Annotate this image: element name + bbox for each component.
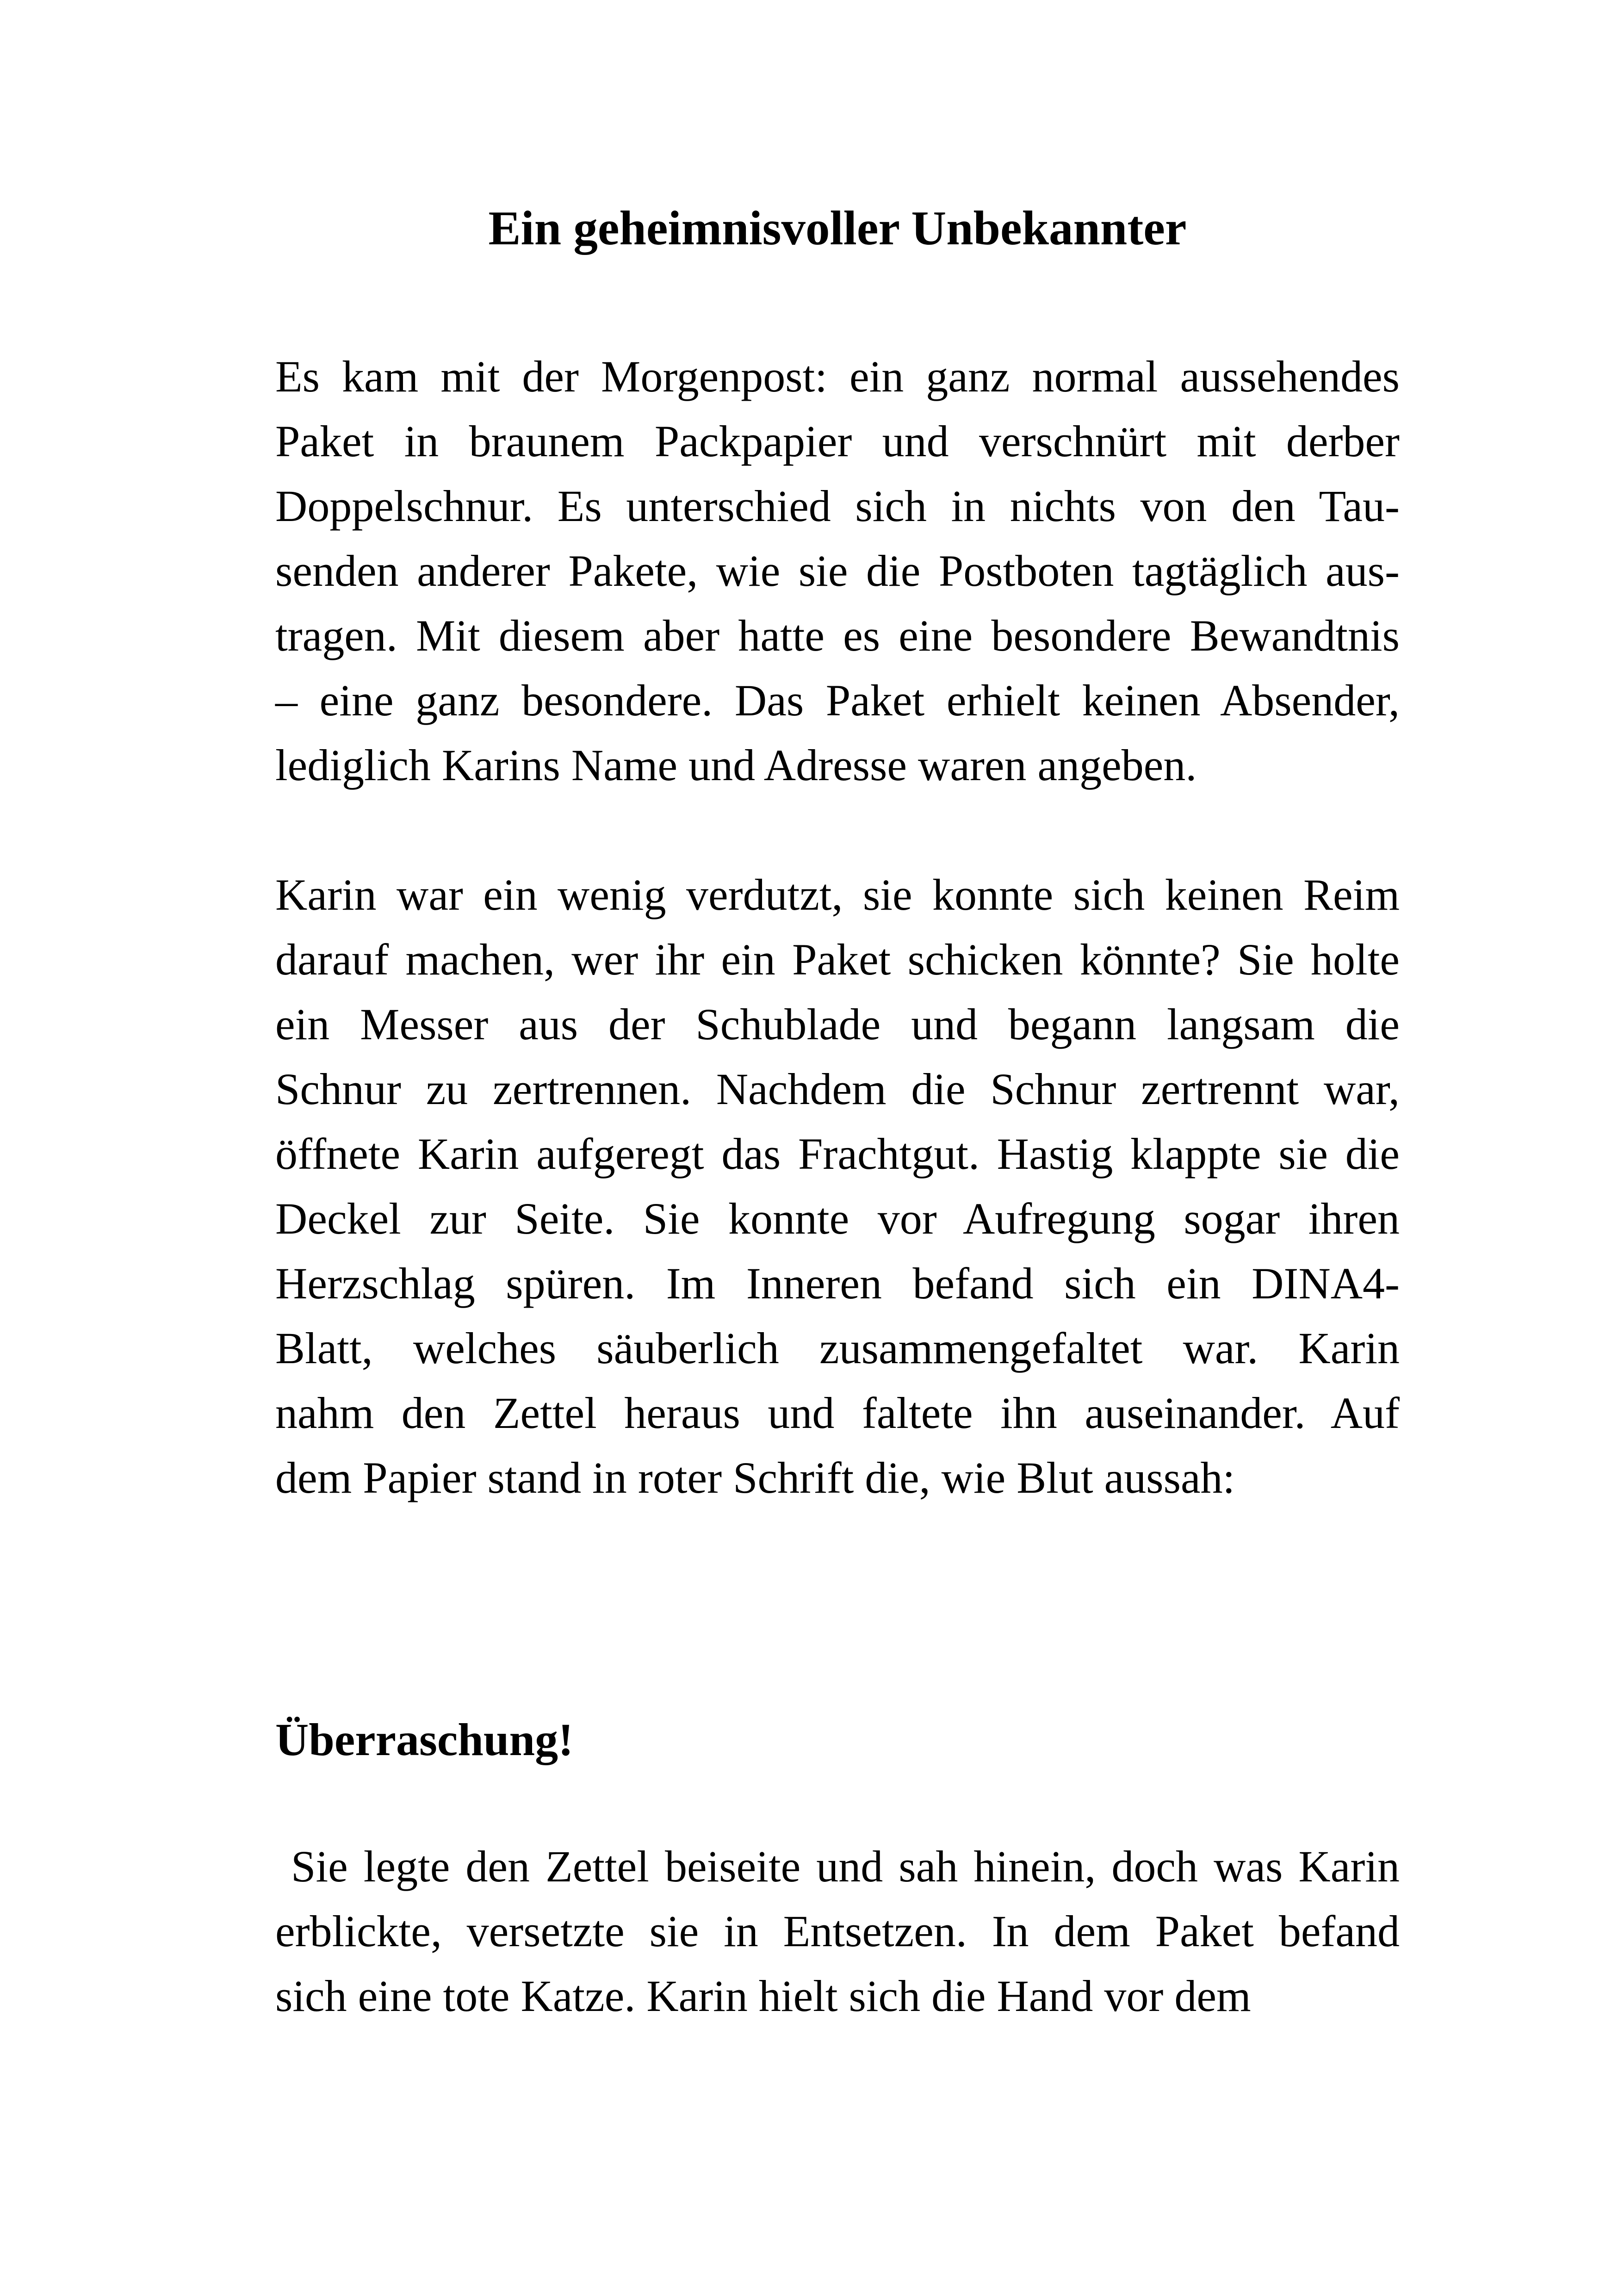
text-line: darauf machen, wer ihr ein Paket schicken könnte? Sie holte (275, 935, 1400, 984)
text-line: Herzschlag spüren. Im Inneren befand sich ein DINA4- (275, 1259, 1400, 1308)
text-line: tragen. Mit diesem aber hatte es eine besondere Bewandtnis (275, 611, 1400, 660)
text-line: Es kam mit der Morgenpost: ein ganz normal aussehendes (275, 352, 1400, 401)
text-line: senden anderer Pakete, wie sie die Postboten tagtäglich aus- (275, 546, 1400, 596)
document-title: Ein geheimnisvoller Unbekannter (488, 201, 1187, 255)
text-line: sich eine tote Katze. Karin hielt sich die Hand vor dem (275, 1971, 1251, 2021)
paragraph-2 (275, 863, 1400, 1510)
text-line: Schnur zu zertrennen. Nachdem die Schnur zertrennt war, (275, 1064, 1400, 1114)
text-line: Paket in braunem Packpapier und verschnürt mit derber (275, 416, 1400, 466)
text-line: Blatt, welches säuberlich zusammengefaltet war. Karin (275, 1323, 1400, 1373)
text-line: Sie legte den Zettel beiseite und sah hinein, doch was Karin (275, 1842, 1400, 1891)
text-line: dem Papier stand in roter Schrift die, wie Blut aussah: (275, 1453, 1235, 1502)
text-line: nahm den Zettel heraus und faltete ihn auseinander. Auf (275, 1388, 1400, 1438)
text-line: Doppelschnur. Es unterschied sich in nichts von den Tau- (275, 481, 1400, 531)
text-line: öffnete Karin aufgeregt das Frachtgut. Hastig klappte sie die (275, 1129, 1400, 1179)
text-line: ein Messer aus der Schublade und begann langsam die (275, 999, 1400, 1049)
text-line: – eine ganz besondere. Das Paket erhielt keinen Absender, (275, 676, 1400, 725)
text-line: erblickte, versetzte sie in Entsetzen. In dem Paket befand (275, 1906, 1400, 1956)
paragraph-1 (275, 344, 1400, 798)
paragraph-3 (275, 1834, 1400, 2029)
section-heading: Überraschung! (275, 1714, 574, 1765)
text-line: lediglich Karins Name und Adresse waren angeben. (275, 740, 1197, 790)
text-line: Karin war ein wenig verdutzt, sie konnte sich keinen Reim (275, 870, 1400, 919)
text-line: Deckel zur Seite. Sie konnte vor Aufregung sogar ihren (275, 1194, 1400, 1243)
